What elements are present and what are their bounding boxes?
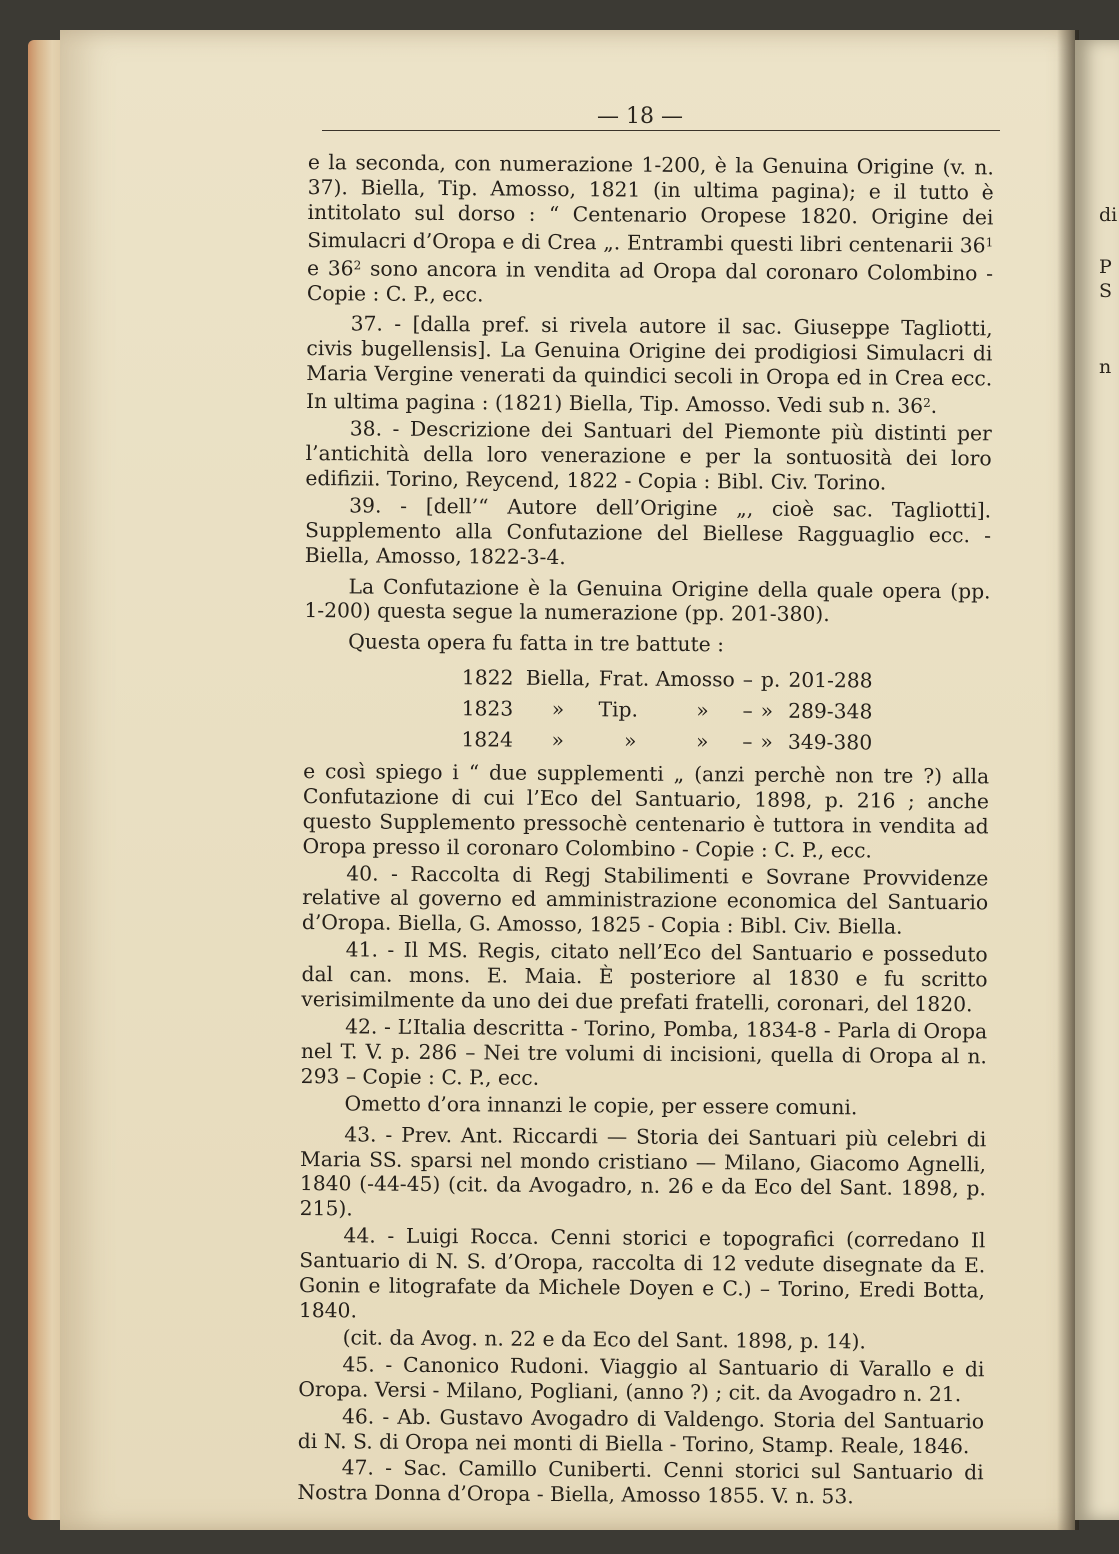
table-row: 1823 » Tip. » – » 289-348 [461,696,873,724]
entry-47: 47. - Sac. Camillo Cuniberti. Cenni storici sul Santuario di Nostra Donna d’Oropa - Biella, Amosso 1855. V. n. 53. [297,1455,984,1509]
page-number: — 18 — [597,104,683,129]
page-text [297,150,994,1513]
facing-page-fragment: S [1099,280,1113,302]
entry-43: 43. - Prev. Ant. Riccardi — Storia dei Santuari più celebri di Maria SS. sparsi nel mondo cristiano — Milano, Giacomo Agnelli, 1840 (-44-45) (cit. da Avogadro, n. 26 e da Eco del Sant. 1898, p. 215). [299,1121,987,1221]
facing-page [1075,40,1119,1520]
paragraph: e la seconda, con numerazione 1-200, è la Genuina Origine (v. n. 37). Biella, Tip. Amosso, 1821 (in ultima pagina); e il tutto è intitolato sul dorso : “ Centenario Oropese 1820. Origine dei Simulacri d’Oropa e di Crea „. Entrambi questi libri centenarii $36^1$ e $36^2$ sono ancora in vendita ad Oropa dal coronaro Colombino - Copie : C. P., ecc. [306,150,994,306]
paragraph: Questa opera fu fatta in tre battute : [348,629,725,657]
facing-page-fragment: P [1099,256,1112,278]
entry-41: 41. - Il MS. Regis, citato nell’Eco del Santuario e posseduto dal can. mons. E. Maia. È posteriore al 1830 e fu scritto verisimilmente da uno dei due prefati fratelli, coronari, del 1820. [301,937,988,1017]
entry-38: 38. - Descrizione dei Santuari del Piemonte più distinti per l’antichità della loro venerazione e per la sontuosità dei loro edifizii. Torino, Reycend, 1822 - Copia : Bibl. Civ. Torino. [305,416,992,495]
entry-37: 37. - [dalla pref. si rivela autore il sac. Giuseppe Tagliotti, civis bugellensis]. La Genuina Origine dei prodigiosi Simulacri di Maria Vergine venerati da quindici secoli in Oropa ed in Crea ecc. In ultima pagina : (1821) Biella, Tip. Amosso. Vedi sub n. $36^2$. [305,311,993,419]
paragraph: e così spiego i “ due supplementi „ (anzi perchè non tre ?) alla Confutazione di cui l’Eco del Santuario, 1898, p. 216 ; anche questo Supplemento pressochè centenario è tuttora in vendita ad Oropa presso il coronaro Colombino - Copie : C. P., ecc. [302,758,990,863]
paragraph: Ometto d’ora innanzi le copie, per essere comuni. [344,1091,858,1120]
facing-page-fragment: di [1099,204,1118,226]
facing-page-fragment: n [1099,356,1112,378]
entry-42: 42. - L’Italia descritta - Torino, Pomba, 1834-8 - Parla di Oropa nel T. V. p. 286 – Nei tre volumi di incisioni, quella di Oropa al n. 293 – Copie : C. P., ecc. [300,1014,988,1090]
entry-39: 39. - [dell’“ Autore dell’Origine „, cioè sac. Tagliotti]. Supplemento alla Confutazione del Biellese Ragguaglio ecc. - Biella, Amosso, 1822-3-4. [304,493,992,569]
entry-40: 40. - Raccolta di Regj Stabilimenti e Sovrane Provvidenze relative al governo ed amministrazione economica del Santuario d’Oropa. Biella, G. Amosso, 1825 - Copia : Bibl. Civ. Biella. [301,860,989,940]
entry-44: 44. - Luigi Rocca. Cenni storici e topografici (corredano Il Santuario di N. S. d’Oropa, raccolta di 12 vedute disegnate da E. Gonin e litografate da Michele Doyen e C.) – Torino, Eredi Botta, 1840. [298,1223,986,1323]
table-row: 1824 » » » – » 349-380 [461,727,873,755]
print-runs-table [461,663,881,759]
entry-46: 46. - Ab. Gustavo Avogadro di Valdengo. Storia del Santuario di N. S. di Oropa nei monti di Biella - Torino, Stamp. Reale, 1846. [297,1403,985,1458]
table-row: 1822 Biella, Frat. Amosso – p. 201-288 [461,665,873,693]
paragraph: (cit. da Avog. n. 22 e da Eco del Sant. 1898, p. 14). [342,1325,867,1354]
paragraph: La Confutazione è la Genuina Origine della quale opera (pp. 1-200) questa segue la numerazione (pp. 201-380). [304,573,991,627]
entry-45: 45. - Canonico Rudoni. Viaggio al Santuario di Varallo e di Oropa. Versi - Milano, Pogliani, (anno ?) ; cit. da Avogadro n. 21. [298,1352,985,1406]
header-rule [322,130,1000,131]
